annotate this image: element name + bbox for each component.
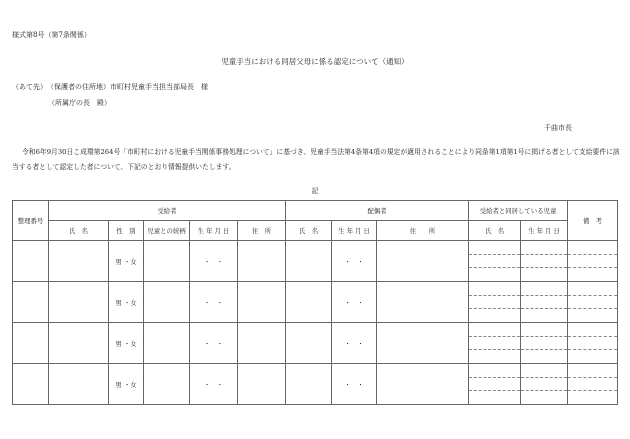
cell-recipient-sex: 男 ・女	[109, 282, 144, 323]
header-recipient-name: 氏 名	[49, 221, 109, 241]
table-row	[13, 282, 618, 323]
cell-recipient-address	[238, 241, 286, 282]
cell-recipient-sex: 男 ・女	[109, 241, 144, 282]
cell-recipient-name	[49, 364, 109, 405]
header-spouse-address: 住 所	[377, 221, 469, 241]
table-row	[13, 241, 618, 282]
header-spouse-name: 氏 名	[286, 221, 332, 241]
cell-recipient-dob: ・ ・	[190, 364, 238, 405]
header-spouse-dob: 生 年 月 日	[332, 221, 377, 241]
cell-child-name	[469, 364, 521, 405]
cell-recipient-address	[238, 323, 286, 364]
cell-recipient-name	[49, 282, 109, 323]
info-table	[12, 200, 618, 405]
cell-child-dob	[521, 241, 568, 282]
cell-remarks	[568, 323, 618, 364]
body-text: 令和6年9月30日こ成環第264号「市町村における児童手当関係事務処理について」に基づき、児童手当法第4条第4項の規定が適用されることにより同条第1項第1号に掲げる者として支給要件に該当する者として認定した者について、下記のとおり情報提供いたします。	[12, 148, 620, 171]
header-child-name: 氏 名	[469, 221, 521, 241]
addressee-line-2: （所属庁の長 殿）	[48, 99, 111, 107]
header-child-dob: 生 年 月 日	[521, 221, 568, 241]
cell-child-name	[469, 323, 521, 364]
header-recipient-address: 住 所	[238, 221, 286, 241]
cell-recipient-dob: ・ ・	[190, 282, 238, 323]
cell-serial	[13, 282, 49, 323]
cell-child-name	[469, 282, 521, 323]
cell-child-dob	[521, 364, 568, 405]
header-recipient-dob: 生 年 月 日	[190, 221, 238, 241]
cell-serial	[13, 241, 49, 282]
cell-recipient-sex: 男 ・女	[109, 323, 144, 364]
document-title: 児童手当における同居父母に係る認定について（通知）	[221, 57, 409, 66]
cell-child-name	[469, 241, 521, 282]
form-number: 様式第8号（第7条関係）	[12, 31, 91, 39]
cell-spouse-address	[377, 241, 469, 282]
header-children-group: 受給者と同居している児童	[469, 201, 568, 221]
cell-spouse-address	[377, 323, 469, 364]
cell-spouse-name	[286, 241, 332, 282]
cell-recipient-relation	[144, 364, 190, 405]
cell-spouse-name	[286, 364, 332, 405]
cell-spouse-name	[286, 282, 332, 323]
cell-child-dob	[521, 282, 568, 323]
cell-recipient-address	[238, 282, 286, 323]
cell-serial	[13, 323, 49, 364]
header-recipient-group: 受給者	[49, 201, 286, 221]
cell-spouse-address	[377, 282, 469, 323]
cell-recipient-address	[238, 364, 286, 405]
cell-recipient-name	[49, 323, 109, 364]
addressee-line-1: （あて先） （保護者の住所地）市町村児童手当担当部局長 様	[12, 83, 208, 91]
table-row	[13, 364, 618, 405]
cell-recipient-relation	[144, 241, 190, 282]
cell-recipient-relation	[144, 323, 190, 364]
cell-spouse-address	[377, 364, 469, 405]
cell-remarks	[568, 241, 618, 282]
header-spouse-group: 配偶者	[286, 201, 469, 221]
cell-spouse-dob: ・ ・	[332, 282, 377, 323]
header-serial: 整理番号	[13, 201, 49, 241]
header-recipient-sex: 性 別	[109, 221, 144, 241]
cell-spouse-dob: ・ ・	[332, 364, 377, 405]
cell-recipient-relation	[144, 282, 190, 323]
ki-mark: 記	[311, 187, 319, 195]
sender: 千曲市長	[544, 124, 572, 132]
cell-child-dob	[521, 323, 568, 364]
cell-remarks	[568, 282, 618, 323]
cell-spouse-dob: ・ ・	[332, 323, 377, 364]
cell-recipient-dob: ・ ・	[190, 241, 238, 282]
cell-recipient-name	[49, 241, 109, 282]
cell-spouse-dob: ・ ・	[332, 241, 377, 282]
cell-recipient-dob: ・ ・	[190, 323, 238, 364]
header-remarks: 備 考	[568, 201, 618, 241]
cell-remarks	[568, 364, 618, 405]
cell-recipient-sex: 男 ・女	[109, 364, 144, 405]
table-row	[13, 323, 618, 364]
cell-spouse-name	[286, 323, 332, 364]
header-recipient-relation: 児童との続柄	[144, 221, 190, 241]
cell-serial	[13, 364, 49, 405]
